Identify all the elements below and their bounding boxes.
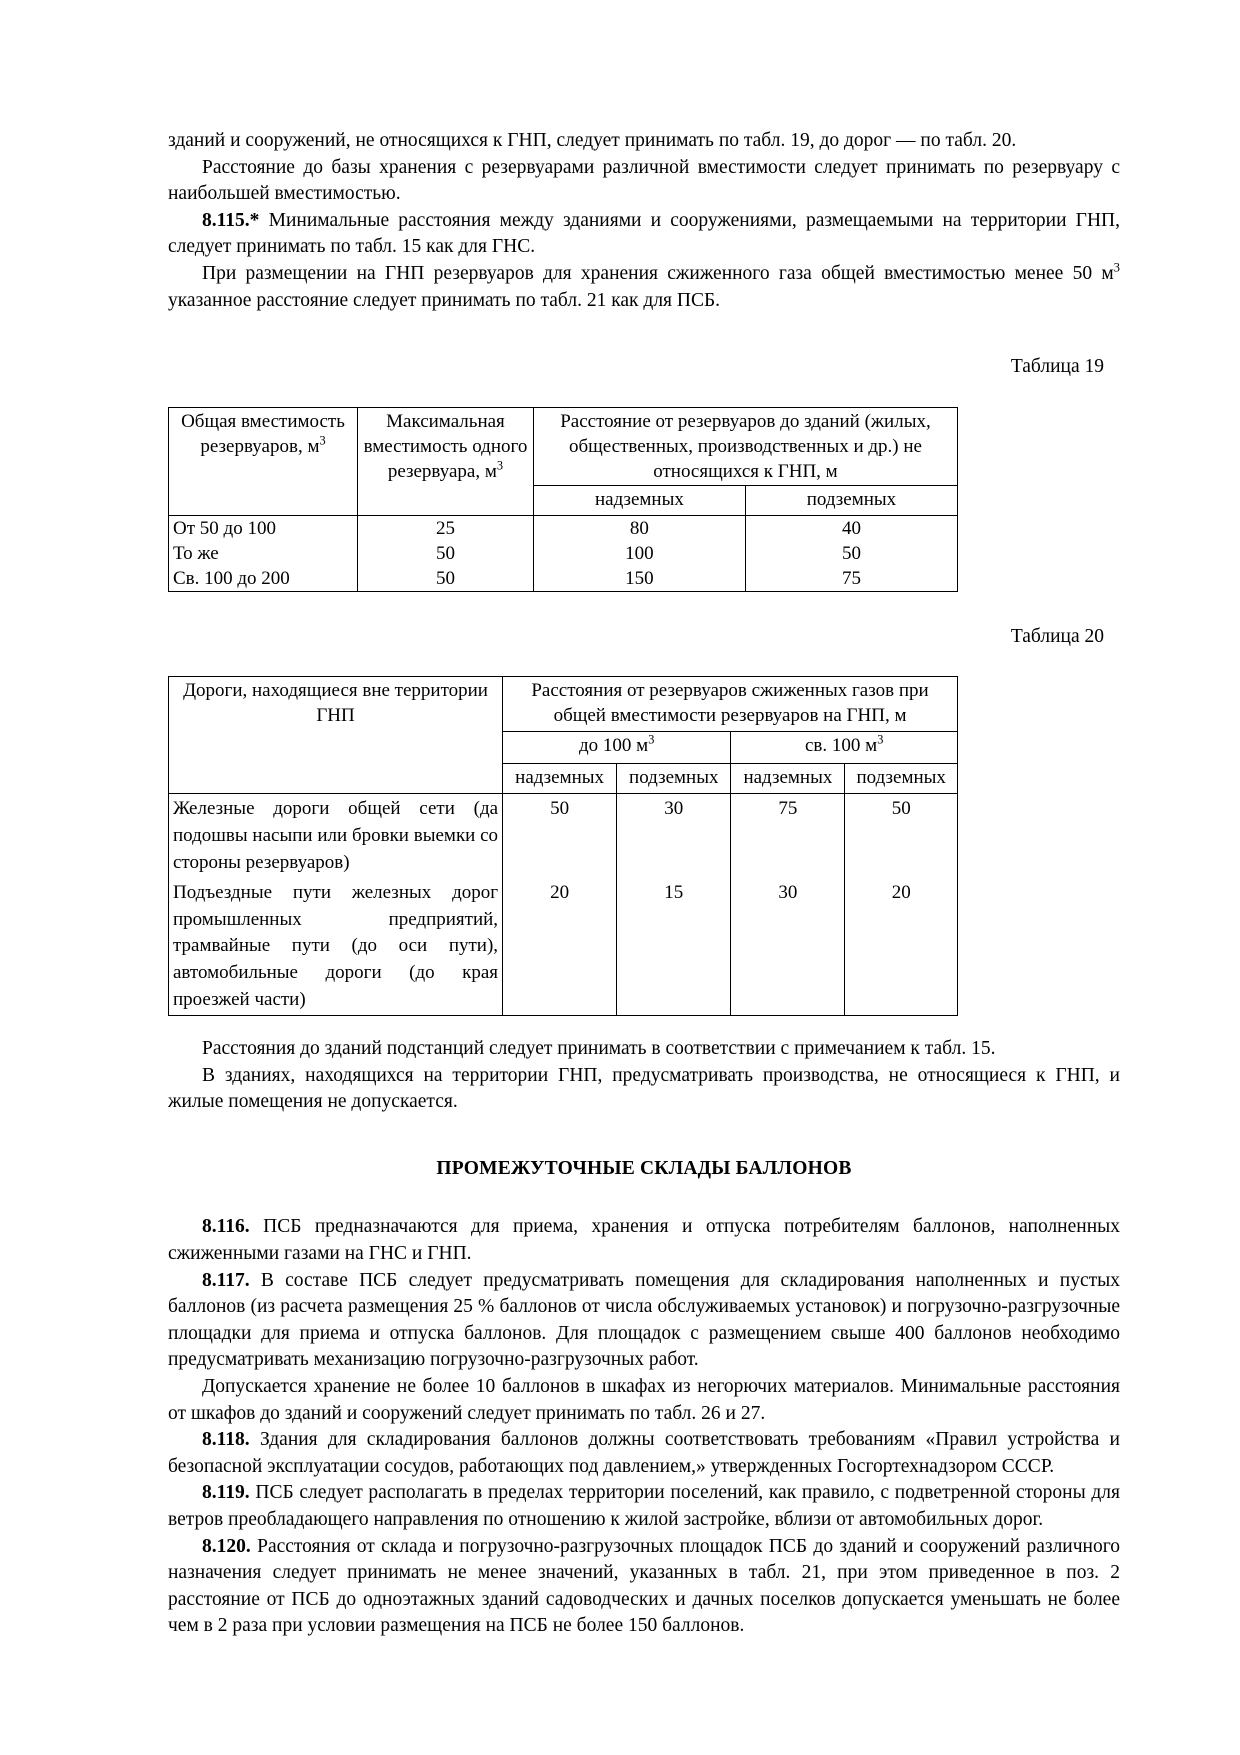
table-19-header-total-capacity — [169, 407, 358, 515]
header-line-3: резервуара, м — [387, 460, 497, 482]
paragraph-clause-8117 — [168, 1268, 1120, 1374]
group-label: св. 100 м — [805, 735, 878, 757]
paragraph-clause-8116 — [168, 1214, 1120, 1267]
table-20-header-row-1 — [169, 677, 958, 732]
cell-total-capacity: Св. 100 до 200 — [169, 566, 358, 592]
cell-road-type: Подъездные пути железных дорог промышленных предприятий, трамвайные пути (до оси пути), автомобильные дороги (до края проезжей части) — [169, 878, 503, 1015]
clause-text-8116: ПСБ предназначаются для приема, хранения и отпуска потребителям баллонов, наполненных сжиженными газами на ГНС и ГНП. — [168, 1216, 1120, 1265]
clause-text-8118: Здания для складирования баллонов должны соответствовать требованиям «Правил устройства и безопасной эксплуатации сосудов, работающих под давлением,» утвержденных Госгортехнадзором СССР. — [168, 1429, 1120, 1477]
paragraph-intro-1: зданий и сооружений, не относящихся к ГНП, следует принимать по табл. 19, до дорог — по табл. 20. — [168, 130, 1017, 151]
clause-text-8120: Расстояния от склада и погрузочно-разгрузочных площадок ПСБ до зданий и сооружений различного назначения следует принимать не менее значений, указанных в табл. 21, при этом приведенное в поз. 2 расстояние от ПСБ до одноэтажных зданий садоводческих и дачных поселков допускается уменьшать не более чем в 2 раза при условии размещения на ПСБ не более 150 баллонов. — [168, 1535, 1120, 1637]
paragraph-clause-8118 — [168, 1427, 1120, 1480]
table-19 — [168, 407, 958, 592]
header-line-2: общей вместимости резервуаров на ГНП, м — [553, 705, 907, 727]
table-20-subheader-below-ground-b: подземных — [845, 764, 958, 794]
header-line-1: Максимальная — [386, 410, 505, 432]
cell-below-ground-b: 20 — [845, 878, 958, 1015]
cell-above-ground-b: 30 — [731, 878, 845, 1015]
clause-text-8117: В составе ПСБ следует предусматривать помещения для складирования наполненных и пустых баллонов (из расчета размещения 25 % баллонов от числа обслуживаемых установок) и погрузочно-разгрузочные площадки для приема и отпуска баллонов. Для площадок с размещением свыше 400 баллонов необходимо предусматривать механизацию погрузочно-разгрузочных работ. — [168, 1269, 1120, 1371]
table-19-header-max-one-capacity — [358, 407, 534, 515]
superscript-cubic: 3 — [877, 733, 884, 748]
paragraph-substations: Расстояния до зданий подстанций следует принимать в соответствии с примечанием к табл. 15. — [202, 1038, 996, 1060]
clause-number-8117: 8.117. — [202, 1269, 250, 1291]
clause-number-8118: 8.118. — [202, 1429, 250, 1451]
table-20-header-upto-100 — [503, 732, 731, 764]
header-line-2: резервуаров, м — [200, 435, 320, 457]
paragraph-8115-continued — [168, 261, 1120, 314]
paragraph-cabinets — [168, 1374, 1120, 1427]
cell-below-ground: 75 — [745, 566, 957, 592]
cell-max-one-capacity: 50 — [358, 566, 534, 592]
header-line-1: Общая вместимость — [181, 410, 345, 432]
cell-above-ground-a: 20 — [503, 878, 617, 1015]
cell-above-ground: 80 — [533, 515, 745, 541]
cell-max-one-capacity: 25 — [358, 515, 534, 541]
cell-below-ground-b: 50 — [845, 794, 958, 878]
table-20-caption: Таблица 20 — [1010, 625, 1104, 647]
clause-number-8119: 8.119. — [202, 1482, 250, 1504]
clause-text-8115: Минимальные расстояния между зданиями и сооружениями, размещаемыми на территории ГНП, следует принимать по табл. 15 как для ГНС. — [168, 209, 1120, 258]
paragraph-intro-2: Расстояние до базы хранения с резервуарами различной вместимости следует принимать по резервуару с наибольшей вместимостью. — [168, 156, 1120, 205]
superscript-cubic: 3 — [496, 458, 504, 473]
table-20-subheader-above-ground-b: надземных — [731, 764, 845, 794]
table-19-header-distance-group — [533, 407, 957, 485]
cell-below-ground-a: 30 — [617, 794, 731, 878]
table-row — [169, 541, 958, 566]
document-body — [168, 128, 1120, 1640]
cell-total-capacity: От 50 до 100 — [169, 515, 358, 541]
table-19-subheader-above-ground: надземных — [533, 485, 745, 515]
group-label: до 100 м — [579, 735, 649, 757]
table-row — [169, 878, 958, 1015]
table-20-header-roads: Дороги, находящиеся вне территории ГНП — [169, 677, 503, 794]
clause-number-8120: 8.120. — [202, 1535, 251, 1557]
table-19-header-row-1 — [169, 407, 958, 485]
table-20-header-over-100 — [731, 732, 958, 764]
cell-road-type: Железные дороги общей сети (да подошвы насыпи или бровки выемки со стороны резервуаров) — [169, 794, 503, 878]
paragraph-buildings-gnp: В зданиях, находящихся на территории ГНП, предусматривать производства, не относящиеся к ГНП, и жилые помещения не допускается. — [168, 1064, 1120, 1113]
cell-below-ground-a: 15 — [617, 878, 731, 1015]
cell-max-one-capacity: 50 — [358, 541, 534, 566]
cell-above-ground: 150 — [533, 566, 745, 592]
header-line-3: относящихся к ГНП, м — [653, 460, 838, 482]
table-20-subheader-below-ground-a: подземных — [617, 764, 731, 794]
cell-below-ground: 40 — [745, 515, 957, 541]
paragraph-clause-8120 — [168, 1534, 1120, 1640]
paragraph-clause-8119 — [168, 1480, 1120, 1533]
cell-total-capacity: То же — [169, 541, 358, 566]
paragraph-8115-part-a: При размещении на ГНП резервуаров для хранения сжиженного газа общей вместимостью менее 50 м — [202, 262, 1114, 284]
table-20 — [168, 676, 958, 1016]
clause-number-8115: 8.115.* — [202, 209, 260, 231]
superscript-cubic: 3 — [648, 733, 655, 748]
superscript-cubic: 3 — [1113, 260, 1120, 275]
table-20-header-distance-group — [503, 677, 958, 732]
table-row — [169, 515, 958, 541]
header-line-1: Расстояния от резервуаров сжиженных газов при — [531, 680, 929, 702]
section-title-psb: ПРОМЕЖУТОЧНЫЕ СКЛАДЫ БАЛЛОНОВ — [436, 1157, 852, 1179]
header-line-2: вместимость одного — [363, 435, 528, 457]
header-line-2: общественных, производственных и др.) не — [568, 435, 922, 457]
table-row — [169, 566, 958, 592]
cell-below-ground: 50 — [745, 541, 957, 566]
paragraph-8115-part-b: указанное расстояние следует принимать по табл. 21 как для ПСБ. — [168, 289, 721, 311]
cell-above-ground-b: 75 — [731, 794, 845, 878]
clause-text-cabinets: Допускается хранение не более 10 баллонов в шкафах из негорючих материалов. Минимальные расстояния от шкафов до зданий и сооружений следует принимать по табл. 26 и 27. — [168, 1376, 1120, 1424]
clause-text-8119: ПСБ следует располагать в пределах территории поселений, как правило, с подветренной стороны для ветров преобладающего направления по отношению к жилой застройке, вблизи от автомобильных дорог. — [168, 1482, 1120, 1530]
table-row — [169, 794, 958, 878]
table-20-subheader-above-ground-a: надземных — [503, 764, 617, 794]
paragraph-clause-8115 — [168, 208, 1120, 261]
superscript-cubic: 3 — [319, 433, 326, 448]
cell-above-ground-a: 50 — [503, 794, 617, 878]
table-19-caption: Таблица 19 — [1010, 356, 1104, 378]
header-line-1: Расстояние от резервуаров до зданий (жилых, — [560, 410, 931, 432]
cell-above-ground: 100 — [533, 541, 745, 566]
table-19-subheader-below-ground: подземных — [745, 485, 957, 515]
clause-number-8116: 8.116. — [202, 1216, 250, 1238]
